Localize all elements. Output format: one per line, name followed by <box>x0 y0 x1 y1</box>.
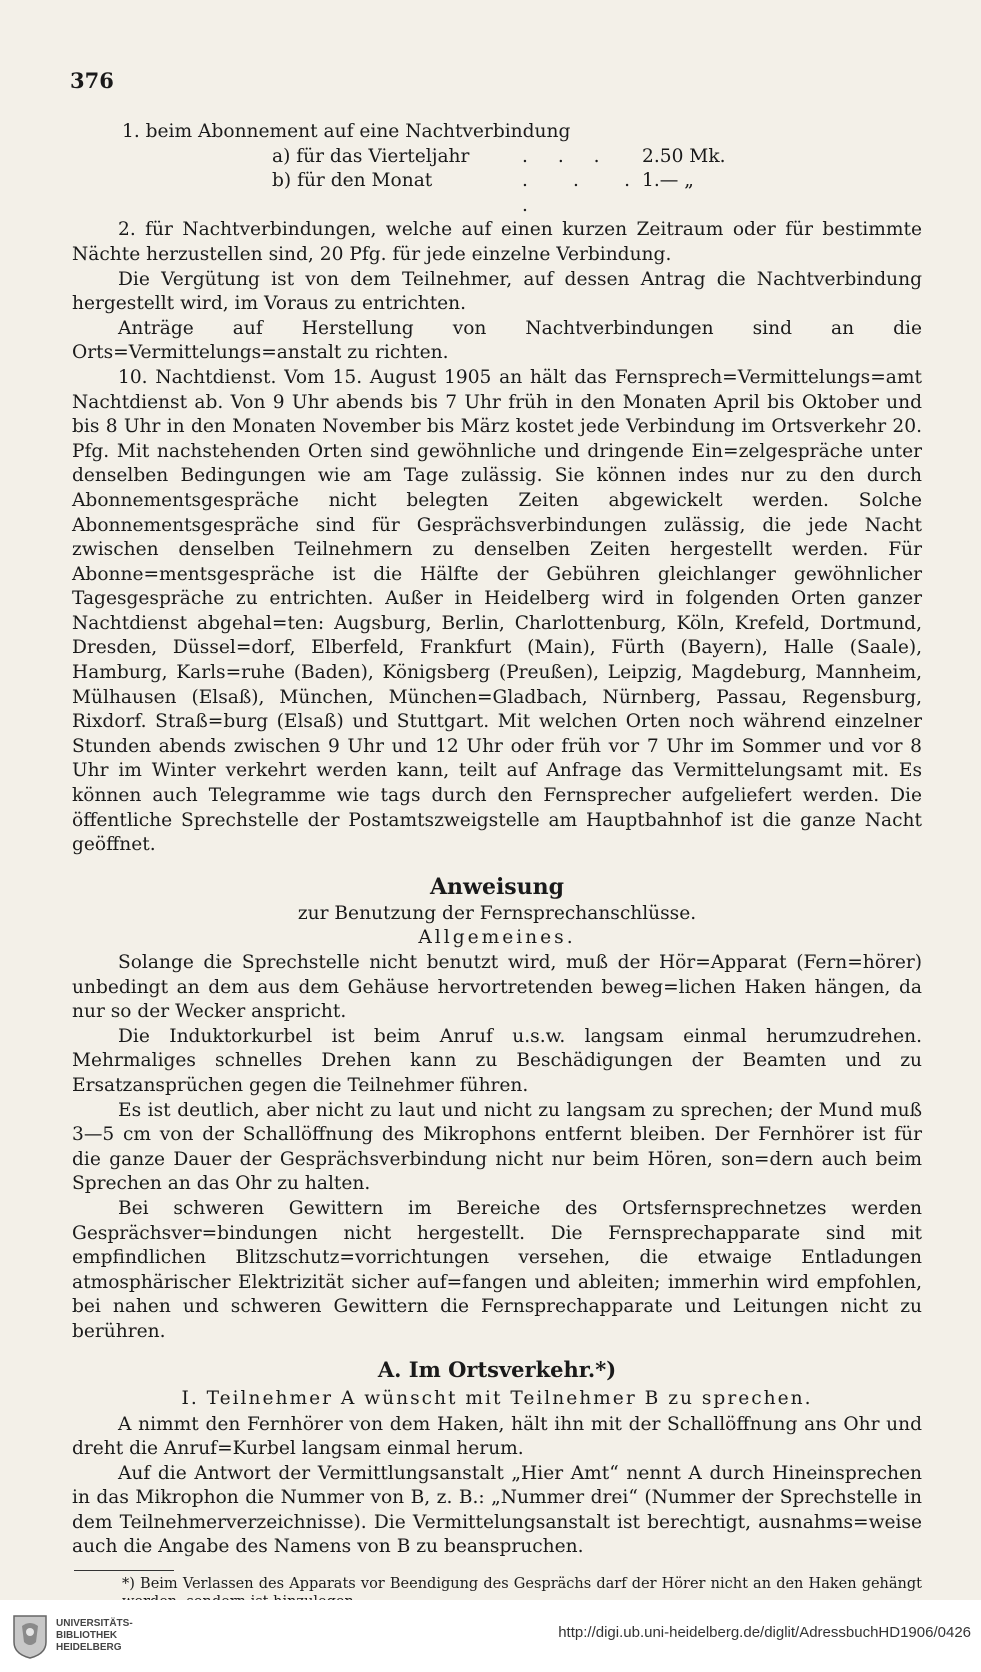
paragraph: Die Vergütung ist von dem Teilnehmer, auf dessen Antrag die Nachtverbindung hergestellt wird, im Voraus zu entrichten. <box>72 268 922 315</box>
university-seal-icon <box>10 1612 50 1660</box>
section-title: Anweisung <box>429 873 565 900</box>
rate-value: 1.— „ <box>642 170 694 192</box>
paragraph: Solange die Sprechstelle nicht benutzt wird, muß der Hör=Apparat (Fern=hörer) unbedingt an dem aus dem Gehäuse hervortretenden beweg=lichen Haken hängen, da nur so der Wecker anspricht. <box>72 952 922 1023</box>
library-name-line: HEIDELBERG <box>56 1642 122 1653</box>
paragraph: Die Induktorkurbel ist beim Anruf u.s.w. langsam einmal herumzudrehen. Mehrmaliges schnelles Drehen kann zu Beschädigungen der Beamten und zu Ersatzansprüchen gegen die Teilnehmer führen. <box>72 1025 922 1096</box>
paragraph: Bei schweren Gewittern im Bereiche des Ortsfernsprechnetzes werden Gesprächsver=bindungen nicht hergestellt. Die Fernsprechapparate sind mit empfindlichen Blitzschutz=vorrichtungen versehen, die etwaige Entladungen atmosphärischer Elektrizität sicher auf=fangen und ableiten; immerhin wird empfohlen, bei nahen und schweren Gewittern die Fernsprechapparate und Leitungen nicht zu berühren. <box>72 1197 922 1342</box>
rate-label: a) für das Vierteljahr <box>272 145 470 167</box>
paragraph: A nimmt den Fernhörer von dem Haken, hält ihn mit der Schallöffnung ans Ohr und dreht die Anruf=Kurbel langsam einmal herum. <box>72 1413 922 1460</box>
rate-heading: 1. beim Abonnement auf eine Nachtverbindung <box>122 121 571 142</box>
library-name-line: BIBLIOTHEK <box>56 1630 118 1641</box>
footnote-text: *) Beim Verlassen des Apparats vor Beendigung des Gesprächs darf der Hörer nicht an den Haken gehängt <box>122 1576 922 1593</box>
paragraph: Auf die Antwort der Vermittlungsanstalt „Hier Amt“ nennt A durch Hineinsprechen in das Mikrophon die Nummer von B, z. B.: „Nummer drei“ (Nummer der Sprechstelle in dem Teilnehmerverzeichnisse). Die Vermittelungsanstalt ist berechtigt, ausnahms=weise auch die Angabe des Namens von B zu beanspruchen. <box>72 1462 922 1558</box>
source-url-link[interactable]: http://digi.ub.uni-heidelberg.de/diglit/AdressbuchHD1906/0426 <box>558 1624 971 1641</box>
page-number: 376 <box>70 68 114 93</box>
rate-row-quarter <box>72 145 922 170</box>
rate-value: 2.50 Mk. <box>642 145 726 167</box>
section-subtitle: zur Benutzung der Fernsprechanschlüsse. <box>297 902 697 924</box>
paragraph: Es ist deutlich, aber nicht zu laut und nicht zu langsam zu sprechen; der Mund muß 3—5 cm von der Schallöffnung des Mikrophons entfernt bleiben. Der Fernhörer ist für die ganze Dauer der Gesprächsverbindung nicht nur beim Hören, son=dern auch beim Sprechen an das Ohr zu halten. <box>72 1099 922 1195</box>
library-name-line: UNIVERSITÄTS- <box>56 1618 133 1629</box>
library-footer <box>0 1600 981 1672</box>
rate-dots: . . . <box>522 145 612 167</box>
rate-dots: . . . . <box>522 170 642 216</box>
library-name <box>56 1618 133 1654</box>
footnote-divider <box>74 1570 174 1571</box>
paragraph: 2. für Nachtverbindungen, welche auf einen kurzen Zeitraum oder für bestimmte Nächte herzustellen sind, 20 Pfg. für jede einzelne Verbindung. <box>72 219 922 265</box>
section-subheading: Allgemeines. <box>418 927 576 949</box>
paragraph: Anträge auf Herstellung von Nachtverbindungen sind an die Orts=Vermittelungs=anstalt zu richten. <box>72 317 922 364</box>
rate-row-month <box>72 169 922 218</box>
section-title: A. Im Ortsverkehr.*) <box>377 1356 617 1382</box>
paragraph-nachtdienst: 10. Nachtdienst. Vom 15. August 1905 an hält das Fernsprech=Vermittelungs=amt Nachtdienst ab. Von 9 Uhr abends bis 7 Uhr früh in den Monaten April bis Oktober und bis 8 Uhr in den Monaten November bis März kostet jede Verbindung im Ortsverkehr 20. Pfg. Mit nachstehenden Orten sind gewöhnliche und dringende Ein=zelgespräche unter denselben Bedingungen wie am Tage zulässig. Sie können indes nur zu den durch Abonnementsgespräche nicht belegten Zeiten abgewickelt werden. Solche Abonnementsgespräche sind für Gesprächsverbindungen zulässig, die jede Nacht zwischen denselben Teilnehmern zu denselben Zeiten hergestellt werden. Für Abonne=mentsgespräche ist die Hälfte der Gebühren gleichlanger gewöhnlicher Tagesgespräche zu entrichten. Außer in Heidelberg wird in folgenden Orten ganzer Nachtdienst abgehal=ten: Augsburg, Berlin, Charlottenburg, Köln, Krefeld, Dortmund, Dresden, Düssel=dorf, Elberfeld, Frankfurt (Main), Fürth (Bayern), Halle (Saale), Hamburg, Karls=ruhe (Baden), Königsberg (Preußen), Leipzig, Magdeburg, Mannheim, Mülhausen (Elsaß), München, München=Gladbach, Nürnberg, Passau, Regensburg, Rixdorf. Straß=burg (Elsaß) und Stuttgart. Mit welchen Orten noch während einzelner Stunden abends zwischen 9 Uhr und 12 Uhr oder früh vor 7 Uhr im Sommer und vor 8 Uhr im Winter verkehrt werden kann, teilt auf Anfrage das Vermittelungsamt mit. Es können auch Telegramme wie tags durch den Fernsprecher aufgeliefert werden. Die öffentliche Sprechstelle der Postamtszweigstelle am Hauptbahnhof ist die ganze Nacht geöffnet. <box>72 366 922 856</box>
page-content <box>72 120 922 1611</box>
rate-label: b) für den Monat <box>272 170 433 192</box>
section-subtitle: I. Teilnehmer A wünscht mit Teilnehmer B zu sprechen. <box>181 1387 813 1409</box>
